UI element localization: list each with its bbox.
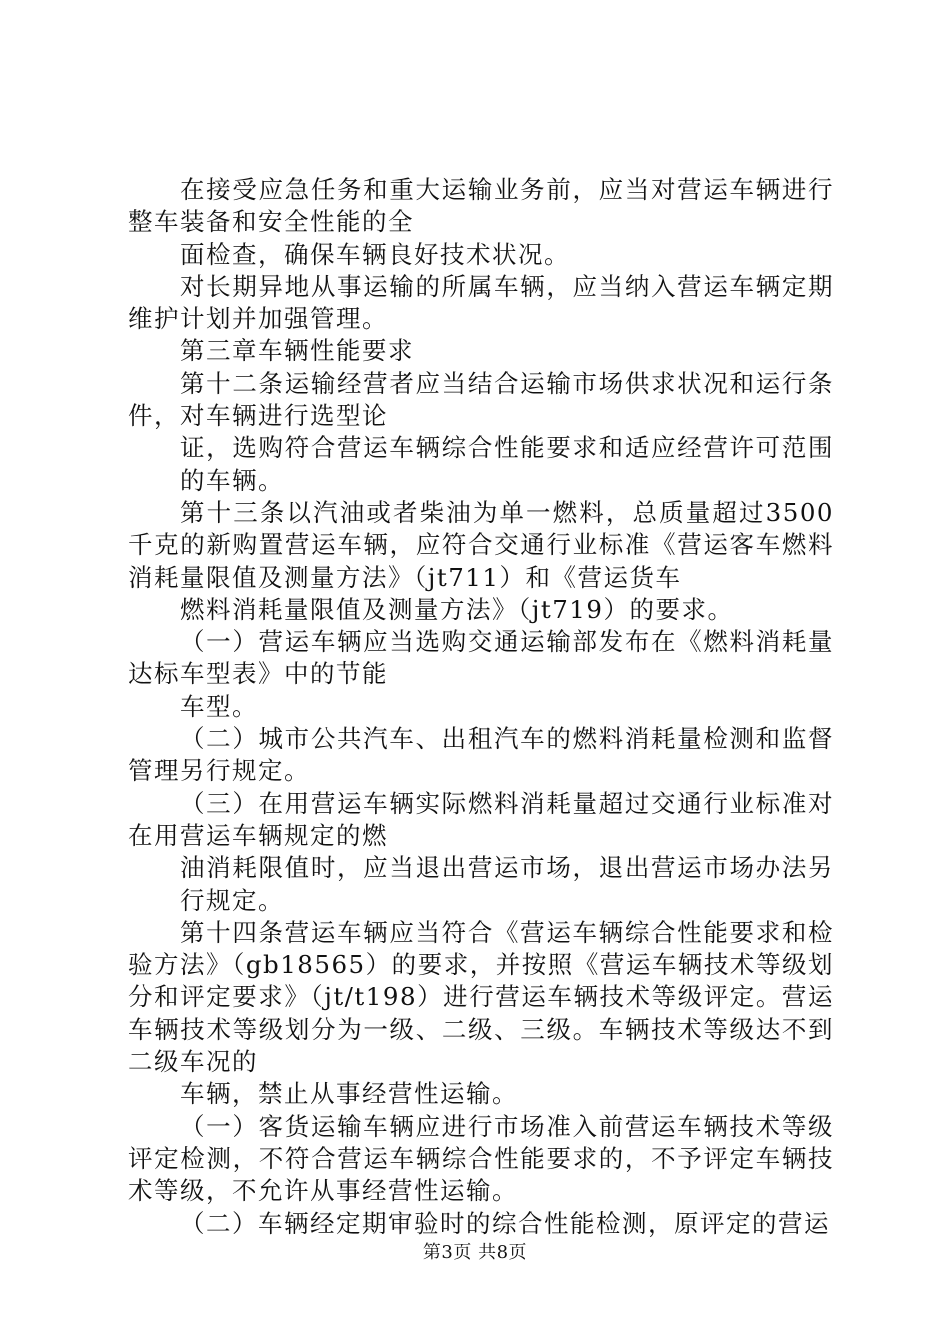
paragraph-continuation: 燃料消耗量限值及测量方法》（jt719）的要求。 (180, 594, 734, 624)
clause-item: （一）客货运输车辆应进行市场准入前营运车辆技术等级评定检测，不符合营运车辆综合性能要求的，不予评定车辆技术等级，不允许从事经营性运输。 (128, 1111, 834, 1206)
article-14: 第十四条营运车辆应当符合《营运车辆综合性能要求和检验方法》（gb18565）的要求，并按照《营运车辆技术等级划分和评定要求》（jt/t198）进行营运车辆技术等级评定。营运车辆技术等级划分为一级、二级、三级。车辆技术等级达不到二级车况的 (128, 917, 834, 1077)
paragraph-continuation: 面检查，确保车辆良好技术状况。 (180, 239, 570, 269)
chapter-heading: 第三章车辆性能要求 (180, 336, 414, 366)
clause-item: （一）营运车辆应当选购交通运输部发布在《燃料消耗量达标车型表》中的节能 (128, 627, 834, 689)
paragraph-continuation: 证，选购符合营运车辆综合性能要求和适应经营许可范围的车辆。 (180, 433, 834, 495)
clause-item: （三）在用营运车辆实际燃料消耗量超过交通行业标准对在用营运车辆规定的燃 (128, 788, 834, 850)
document-body (128, 174, 834, 1240)
paragraph-continuation: 油消耗限值时，应当退出营运市场，退出营运市场办法另行规定。 (180, 853, 834, 915)
paragraph: 在接受应急任务和重大运输业务前，应当对营运车辆进行整车装备和安全性能的全 (128, 175, 834, 237)
clause-item: （二）城市公共汽车、出租汽车的燃料消耗量检测和监督管理另行规定。 (128, 724, 834, 786)
paragraph-continuation: 车型。 (180, 691, 258, 721)
paragraph-continuation: 车辆，禁止从事经营性运输。 (180, 1079, 518, 1109)
clause-item: （二）车辆经定期审验时的综合性能检测，原评定的营运 (180, 1208, 830, 1238)
article-12: 第十二条运输经营者应当结合运输市场供求状况和运行条件，对车辆进行选型论 (128, 368, 834, 431)
paragraph: 对长期异地从事运输的所属车辆，应当纳入营运车辆定期维护计划并加强管理。 (128, 271, 834, 334)
page-number-footer: 第3页 共8页 (422, 1242, 528, 1263)
article-13: 第十三条以汽油或者柴油为单一燃料，总质量超过3500千克的新购置营运车辆，应符合交通行业标准《营运客车燃料消耗量限值及测量方法》（jt711）和《营运货车 (128, 497, 834, 592)
